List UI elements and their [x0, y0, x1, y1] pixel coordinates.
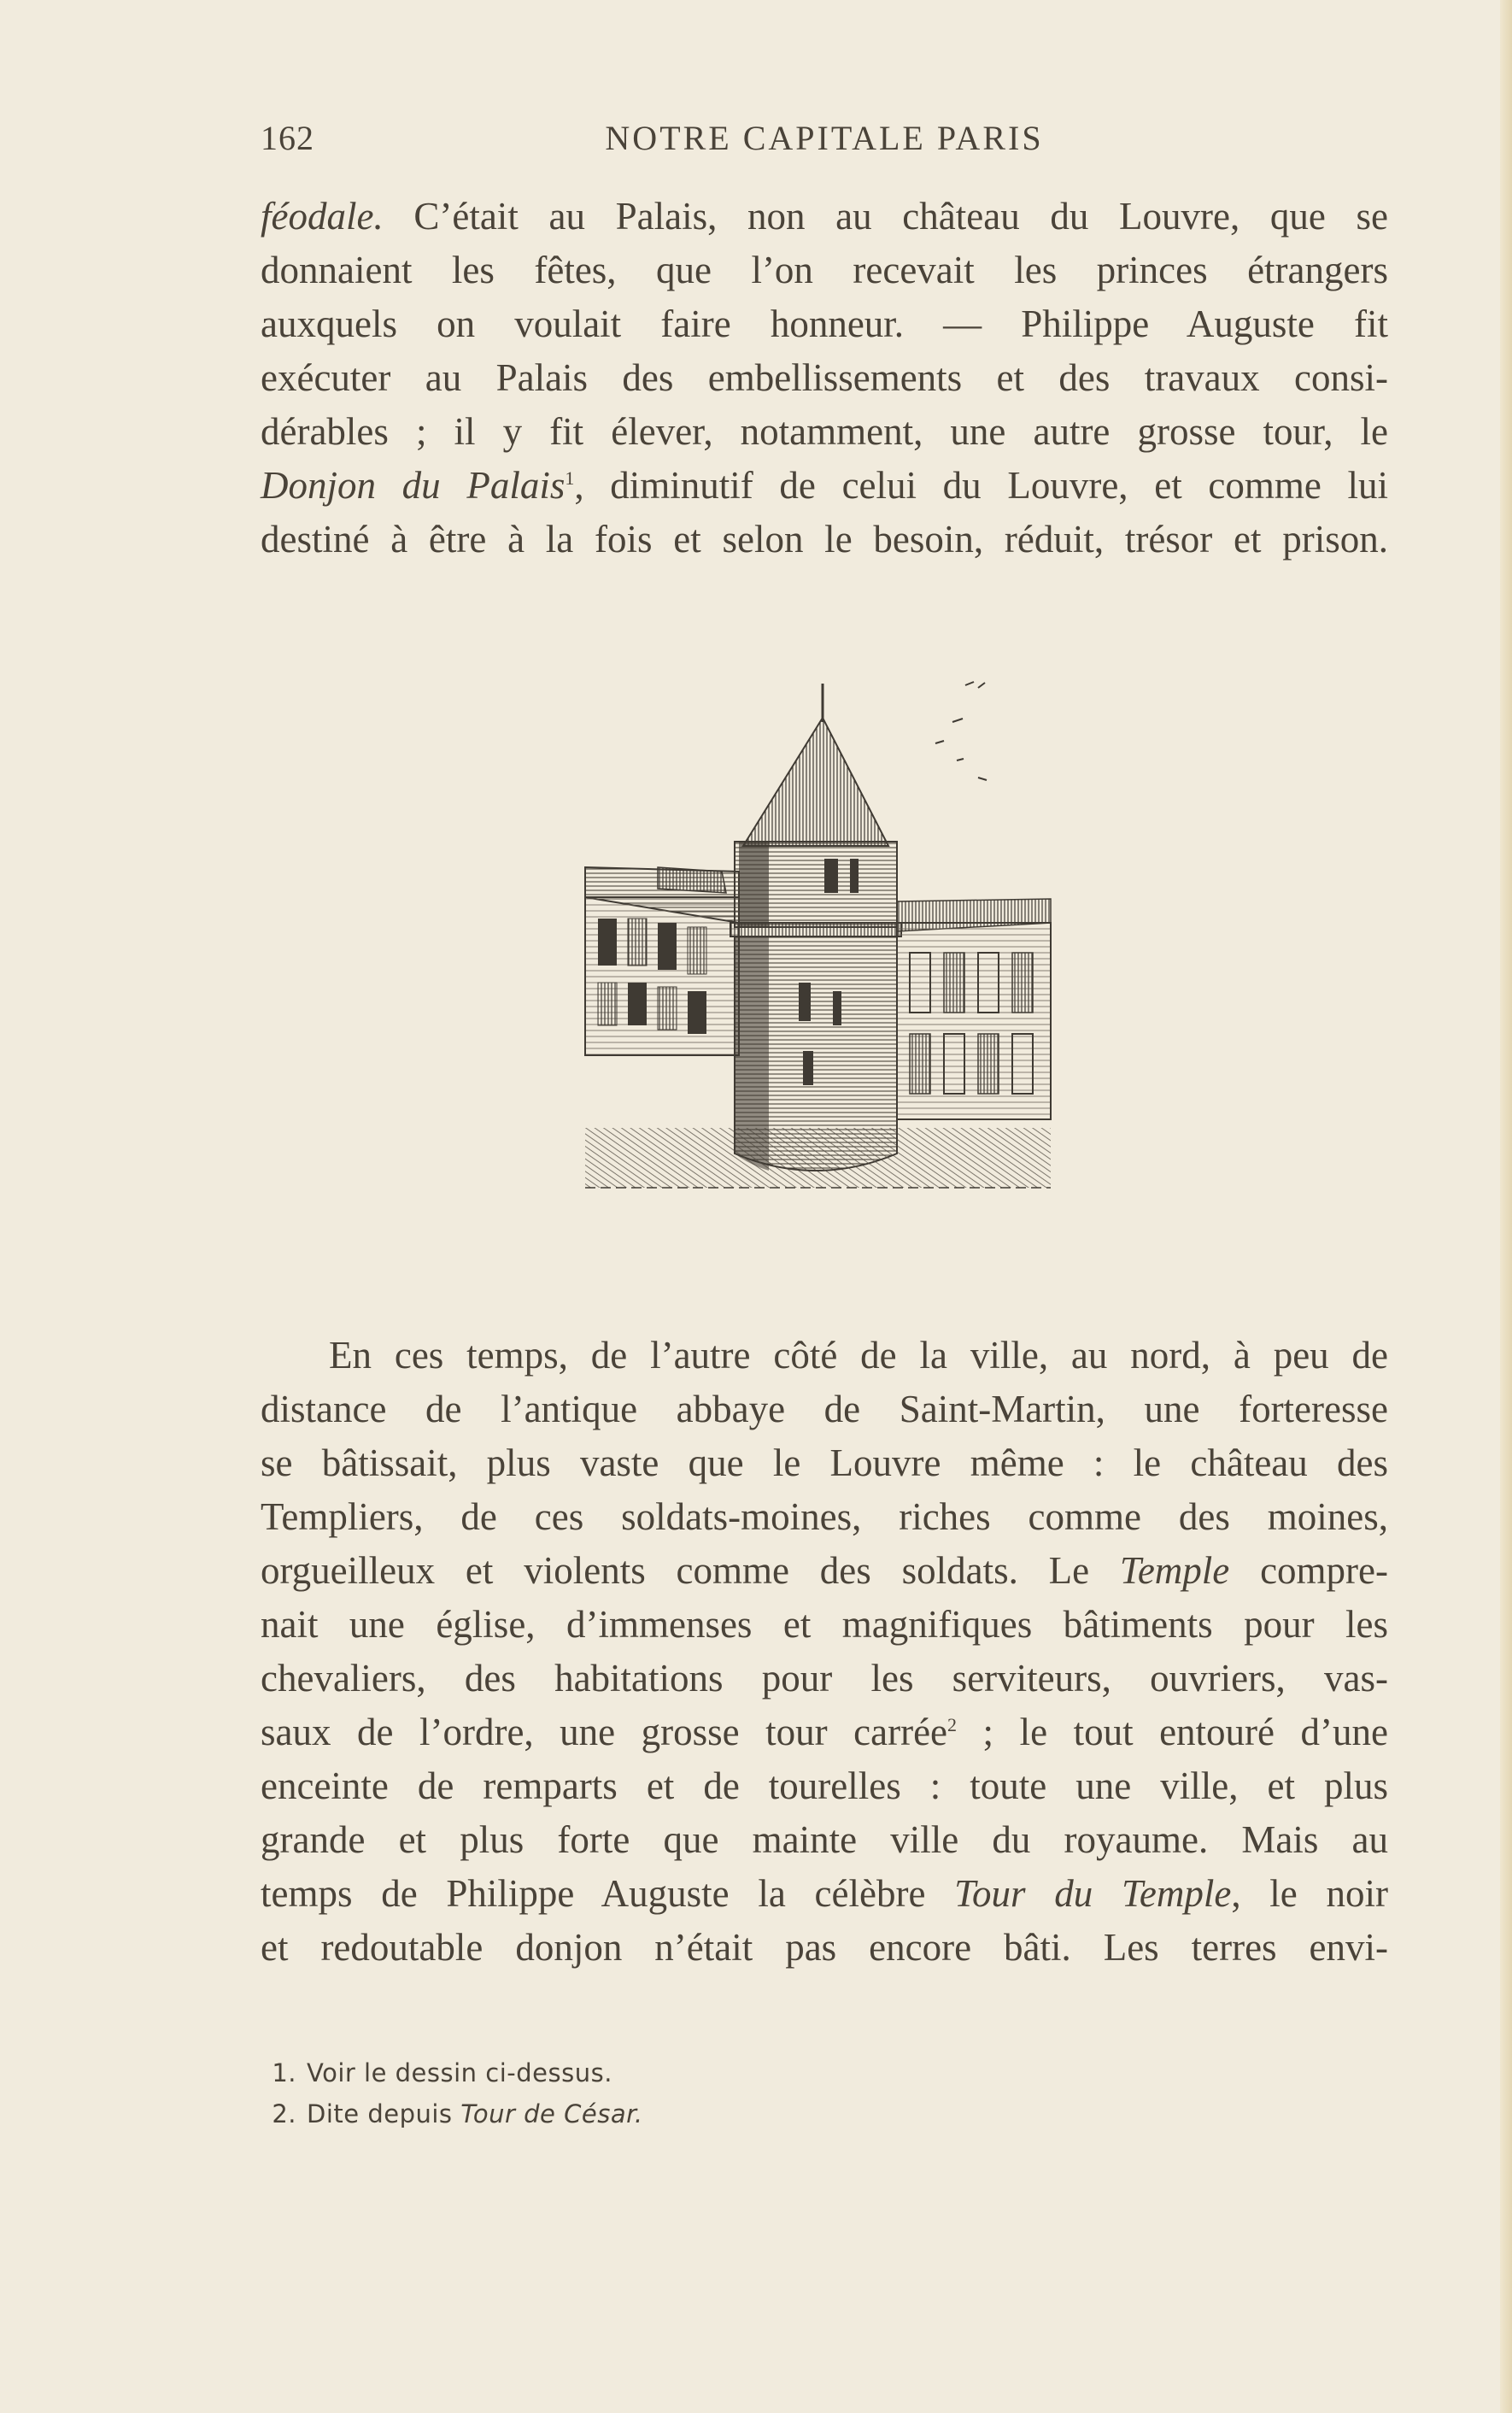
text-line: Templiers, de ces soldats-moines, riches comme des moines,: [261, 1495, 1388, 1538]
footnotes: [261, 2052, 1115, 2134]
paragraph-palais: [261, 190, 1388, 567]
line-text: orgueilleux et violents comme des soldats. Le: [261, 1549, 1120, 1592]
running-title: NOTRE CAPITALE PARIS: [605, 119, 1044, 157]
text-line: En ces temps, de l’autre côté de la ville, au nord, à peu de: [329, 1334, 1388, 1377]
footnote-2: [261, 2093, 1115, 2134]
text-line: [261, 190, 1388, 244]
italic-word: Temple: [1119, 1549, 1230, 1592]
line-text: C’était au Palais, non au château du Louvre, que se: [383, 195, 1388, 238]
italic-phrase: Donjon du Palais: [261, 464, 566, 507]
right-building: [897, 899, 1051, 1119]
footnote-1: [261, 2052, 1115, 2093]
line-text: , le noir: [1231, 1872, 1388, 1915]
line-text: saux de l’ordre, une grosse tour carrée: [261, 1711, 948, 1753]
left-wing: [585, 867, 739, 1055]
paragraph-temple: [261, 1329, 1388, 1975]
text-line: enceinte de remparts et de tourelles : toute une ville, et plus: [261, 1764, 1388, 1807]
footnote-ref-1: 1: [565, 467, 575, 489]
text-line: [261, 1867, 1388, 1921]
line-text: , diminutif de celui du Louvre, et comme lui: [574, 464, 1388, 507]
text-line: nait une église, d’immenses et magnifiques bâtiments pour les: [261, 1603, 1388, 1646]
text-line: se bâtissait, plus vaste que le Louvre même : le château des: [261, 1441, 1388, 1484]
sky-marks: [935, 682, 987, 780]
text-line: exécuter au Palais des embellissements et des travaux consi-: [261, 356, 1388, 399]
text-line: [261, 1706, 1388, 1759]
italic-word: féodale.: [261, 195, 384, 238]
footnote-italic: Tour de César.: [460, 2099, 643, 2128]
page-header: [261, 118, 1388, 169]
line-text: compre-: [1229, 1549, 1388, 1592]
footnote-text: Voir le dessin ci-dessus.: [307, 2058, 612, 2087]
text-line: donnaient les fêtes, que l’on recevait les princes étrangers: [261, 249, 1388, 291]
footnote-number: 1.: [272, 2058, 296, 2087]
footnote-number: 2.: [272, 2099, 296, 2128]
text-line: distance de l’antique abbaye de Saint-Martin, une forteresse: [261, 1388, 1388, 1430]
line-text: ; le tout entouré d’une: [957, 1711, 1388, 1753]
text-line: auxquels on voulait faire honneur. — Philippe Auguste fit: [261, 302, 1388, 345]
text-line: chevaliers, des habitations pour les serviteurs, ouvriers, vas-: [261, 1657, 1388, 1700]
page-number: 162: [261, 119, 314, 157]
text-line: dérables ; il y fit élever, notamment, une autre grosse tour, le: [261, 410, 1388, 453]
text-line: [261, 1544, 1388, 1598]
footnote-text: Dite depuis: [307, 2099, 461, 2128]
tower: [730, 684, 901, 1171]
text-line: destiné à être à la fois et selon le besoin, réduit, trésor et prison.: [261, 518, 1388, 561]
donjon-engraving: [577, 675, 1068, 1201]
italic-phrase: Tour du Temple: [954, 1872, 1232, 1915]
line-text: temps de Philippe Auguste la célèbre: [261, 1872, 955, 1915]
page-edge: [1500, 0, 1512, 2413]
footnote-ref-2: 2: [947, 1714, 958, 1735]
text-line: grande et plus forte que mainte ville du royaume. Mais au: [261, 1818, 1388, 1861]
ground: [585, 1128, 1051, 1188]
text-line: [261, 459, 1388, 513]
text-line: et redoutable donjon n’était pas encore bâti. Les terres envi-: [261, 1926, 1388, 1969]
